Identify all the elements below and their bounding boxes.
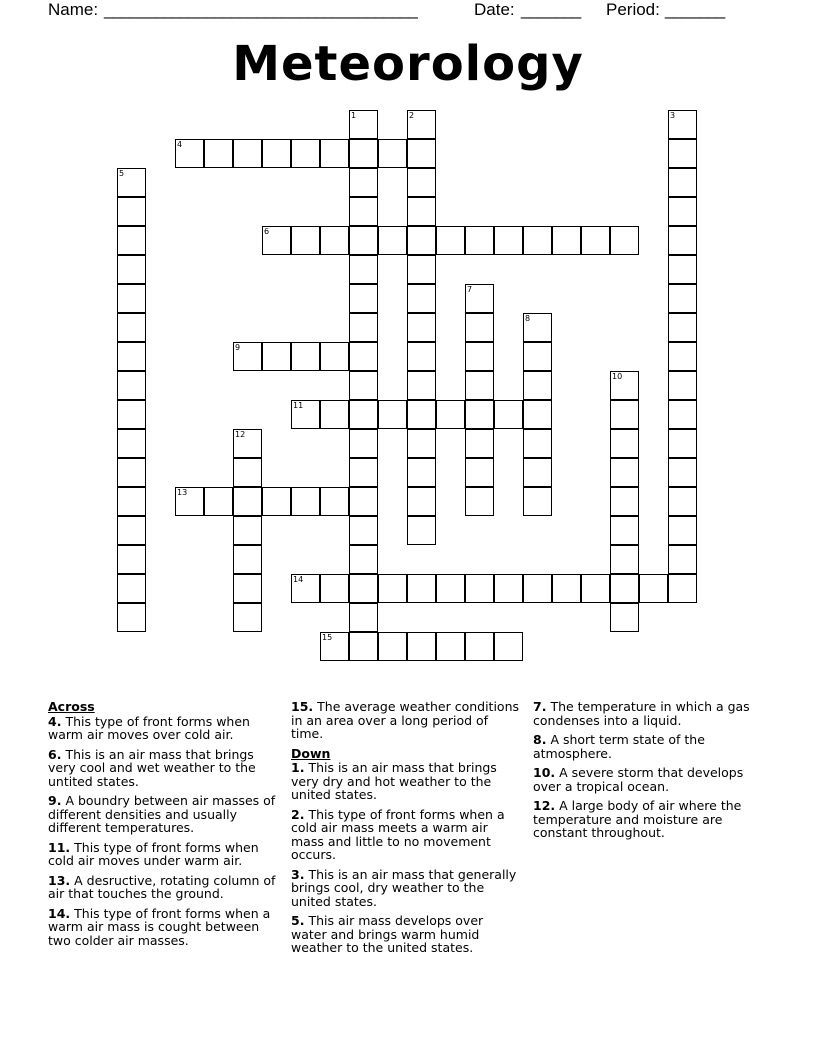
period-field[interactable]: _______	[665, 0, 725, 19]
grid-cell[interactable]	[349, 429, 378, 458]
grid-cell[interactable]	[668, 400, 697, 429]
page-title: Meteorology	[232, 36, 584, 92]
clue-down-3: 3. This is an air mass that generally brings cool, dry weather to the united states.	[291, 866, 517, 909]
grid-cell[interactable]	[291, 226, 320, 255]
grid-cell[interactable]	[291, 487, 320, 516]
grid-cell[interactable]	[320, 574, 349, 603]
grid-cell[interactable]	[407, 226, 436, 255]
grid-cell[interactable]	[668, 110, 697, 139]
grid-cell[interactable]	[117, 429, 146, 458]
grid-cell[interactable]	[668, 255, 697, 284]
grid-cell[interactable]	[407, 342, 436, 371]
period-label: Period:	[606, 0, 660, 19]
grid-cell[interactable]	[291, 574, 320, 603]
cell-number: 9	[235, 343, 241, 352]
grid-cell[interactable]	[668, 226, 697, 255]
grid-cell[interactable]	[465, 429, 494, 458]
grid-cell[interactable]	[668, 516, 697, 545]
grid-cell[interactable]	[407, 284, 436, 313]
grid-cell[interactable]	[581, 574, 610, 603]
grid-cell[interactable]	[668, 429, 697, 458]
grid-cell[interactable]	[117, 400, 146, 429]
grid-cell[interactable]	[117, 458, 146, 487]
grid-cell[interactable]	[523, 400, 552, 429]
clue-across-15: 15. The average weather conditions in an area over a long period of time.	[291, 699, 520, 741]
grid-cell[interactable]	[407, 110, 436, 139]
clue-across-14: 14. This type of front forms when a warm air mass is cought between two colder air masses.	[48, 905, 271, 948]
grid-cell[interactable]	[175, 139, 204, 168]
cell-number: 11	[293, 401, 304, 410]
grid-cell[interactable]	[204, 487, 233, 516]
grid-cell[interactable]	[610, 545, 639, 574]
date-label: Date:	[474, 0, 515, 19]
grid-cell[interactable]	[349, 545, 378, 574]
grid-cell[interactable]	[117, 371, 146, 400]
grid-cell[interactable]	[668, 371, 697, 400]
grid-cell[interactable]	[204, 139, 233, 168]
cell-number: 3	[670, 111, 676, 120]
grid-cell[interactable]	[233, 487, 262, 516]
grid-cell[interactable]	[668, 545, 697, 574]
cell-number: 4	[177, 140, 183, 149]
grid-cell[interactable]	[320, 400, 349, 429]
cell-number: 10	[612, 372, 623, 381]
grid-cell[interactable]	[378, 226, 407, 255]
grid-cell[interactable]	[349, 342, 378, 371]
clue-down-8: 8. A short term state of the atmosphere.	[533, 732, 705, 761]
grid-cell[interactable]	[668, 284, 697, 313]
grid-cell[interactable]	[349, 226, 378, 255]
grid-cell[interactable]	[291, 342, 320, 371]
grid-cell[interactable]	[668, 197, 697, 226]
clues-column-1	[48, 700, 278, 953]
grid-cell[interactable]	[610, 487, 639, 516]
grid-cell[interactable]	[610, 516, 639, 545]
grid-cell[interactable]	[233, 429, 262, 458]
cell-number: 7	[467, 285, 473, 294]
clue-across-6: 6. This is an air mass that brings very cool and wet weather to the untited states.	[48, 746, 256, 789]
grid-cell[interactable]	[436, 226, 465, 255]
grid-cell[interactable]	[407, 168, 436, 197]
grid-cell[interactable]	[117, 574, 146, 603]
grid-cell[interactable]	[291, 400, 320, 429]
clue-across-13: 13. A desructive, rotating column of air that touches the ground.	[48, 872, 276, 901]
grid-cell[interactable]	[349, 632, 378, 661]
grid-cell[interactable]	[320, 139, 349, 168]
grid-cell[interactable]	[552, 226, 581, 255]
grid-cell[interactable]	[320, 342, 349, 371]
cell-number: 1	[351, 111, 357, 120]
grid-cell[interactable]	[233, 139, 262, 168]
clues-column-3	[533, 700, 768, 846]
grid-cell[interactable]	[349, 313, 378, 342]
cell-number: 14	[293, 575, 304, 584]
clue-down-1: 1. This is an air mass that brings very dry and hot weather to the united states.	[291, 760, 497, 802]
grid-cell[interactable]	[378, 139, 407, 168]
grid-cell[interactable]	[349, 516, 378, 545]
date-field[interactable]: _______	[521, 0, 581, 19]
grid-cell[interactable]	[668, 342, 697, 371]
grid-cell[interactable]	[668, 139, 697, 168]
grid-cell[interactable]	[610, 400, 639, 429]
grid-cell[interactable]	[117, 284, 146, 313]
grid-cell[interactable]	[465, 632, 494, 661]
grid-cell[interactable]	[175, 487, 204, 516]
grid-cell[interactable]	[668, 458, 697, 487]
grid-cell[interactable]	[349, 168, 378, 197]
grid-cell[interactable]	[552, 574, 581, 603]
grid-cell[interactable]	[117, 197, 146, 226]
grid-cell[interactable]	[465, 313, 494, 342]
grid-cell[interactable]	[349, 110, 378, 139]
grid-cell[interactable]	[523, 371, 552, 400]
grid-cell[interactable]	[494, 400, 523, 429]
grid-cell[interactable]	[581, 226, 610, 255]
grid-cell[interactable]	[610, 429, 639, 458]
cell-number: 13	[177, 488, 188, 497]
clue-down-5: 5. This air mass develops over water and brings warm humid weather to the united states.	[291, 913, 484, 955]
grid-cell[interactable]	[668, 168, 697, 197]
grid-cell[interactable]	[465, 342, 494, 371]
clue-down-10: 10. A severe storm that develops over a tropical ocean.	[533, 765, 744, 794]
grid-cell[interactable]	[610, 603, 639, 632]
grid-cell[interactable]	[436, 632, 465, 661]
grid-cell[interactable]	[320, 487, 349, 516]
clue-across-11: 11. This type of front forms when cold air moves under warm air.	[48, 839, 259, 868]
grid-cell[interactable]	[610, 574, 639, 603]
grid-cell[interactable]	[262, 226, 291, 255]
grid-cell[interactable]	[117, 487, 146, 516]
clue-across-4: 4. This type of front forms when warm air moves over cold air.	[48, 713, 250, 742]
grid-cell[interactable]	[407, 429, 436, 458]
grid-cell[interactable]	[378, 574, 407, 603]
grid-cell[interactable]	[407, 139, 436, 168]
grid-cell[interactable]	[233, 574, 262, 603]
grid-cell[interactable]	[407, 458, 436, 487]
grid-cell[interactable]	[117, 603, 146, 632]
grid-cell[interactable]	[465, 574, 494, 603]
grid-cell[interactable]	[378, 632, 407, 661]
grid-cell[interactable]	[407, 313, 436, 342]
clue-down-12: 12. A large body of air where the temperature and moisture are constant throughout.	[533, 798, 742, 840]
grid-cell[interactable]	[378, 400, 407, 429]
grid-cell[interactable]	[523, 487, 552, 516]
grid-cell[interactable]	[349, 197, 378, 226]
grid-cell[interactable]	[349, 574, 378, 603]
down-heading: Down	[291, 745, 331, 761]
grid-cell[interactable]	[349, 487, 378, 516]
cell-number: 15	[322, 633, 333, 642]
grid-cell[interactable]	[610, 458, 639, 487]
grid-cell[interactable]	[523, 574, 552, 603]
grid-cell[interactable]	[465, 226, 494, 255]
grid-cell[interactable]	[494, 226, 523, 255]
grid-cell[interactable]	[436, 574, 465, 603]
grid-cell[interactable]	[233, 516, 262, 545]
grid-cell[interactable]	[668, 574, 697, 603]
grid-cell[interactable]	[291, 139, 320, 168]
grid-cell[interactable]	[407, 255, 436, 284]
cell-number: 12	[235, 430, 246, 439]
grid-cell[interactable]	[320, 632, 349, 661]
name-field[interactable]: _____________________________________	[104, 0, 417, 19]
name-label: Name:	[48, 0, 99, 19]
clue-across-9: 9. A boundry between air masses of different densities and usually different temperatures.	[48, 793, 276, 835]
grid-cell[interactable]	[668, 487, 697, 516]
grid-cell[interactable]	[349, 255, 378, 284]
grid-cell[interactable]	[407, 371, 436, 400]
across-heading: Across	[48, 699, 95, 714]
grid-cell[interactable]	[233, 603, 262, 632]
cell-number: 5	[119, 169, 125, 178]
clue-down-2: 2. This type of front forms when a cold air mass meets a warm air mass and little to no movement occurs.	[291, 806, 505, 862]
grid-cell[interactable]	[407, 487, 436, 516]
grid-cell[interactable]	[407, 197, 436, 226]
grid-cell[interactable]	[349, 139, 378, 168]
grid-cell[interactable]	[117, 516, 146, 545]
grid-cell[interactable]	[465, 458, 494, 487]
clue-down-7: 7. The temperature in which a gas condenses into a liquid.	[533, 699, 750, 728]
grid-cell[interactable]	[407, 632, 436, 661]
cell-number: 8	[525, 314, 531, 323]
grid-cell[interactable]	[523, 458, 552, 487]
grid-cell[interactable]	[233, 545, 262, 574]
grid-cell[interactable]	[407, 400, 436, 429]
grid-cell[interactable]	[465, 371, 494, 400]
grid-cell[interactable]	[523, 429, 552, 458]
grid-cell[interactable]	[117, 168, 146, 197]
clues-column-2	[291, 700, 521, 961]
grid-cell[interactable]	[320, 226, 349, 255]
grid-cell[interactable]	[639, 574, 668, 603]
grid-cell[interactable]	[233, 458, 262, 487]
grid-cell[interactable]	[436, 400, 465, 429]
grid-cell[interactable]	[349, 458, 378, 487]
grid-cell[interactable]	[465, 487, 494, 516]
grid-cell[interactable]	[494, 632, 523, 661]
grid-cell[interactable]	[523, 226, 552, 255]
grid-cell[interactable]	[407, 516, 436, 545]
grid-cell[interactable]	[262, 139, 291, 168]
grid-cell[interactable]	[117, 545, 146, 574]
grid-cell[interactable]	[262, 487, 291, 516]
grid-cell[interactable]	[233, 342, 262, 371]
grid-cell[interactable]	[117, 226, 146, 255]
grid-cell[interactable]	[465, 284, 494, 313]
grid-cell[interactable]	[349, 284, 378, 313]
grid-cell[interactable]	[668, 313, 697, 342]
cell-number: 2	[409, 111, 415, 120]
grid-cell[interactable]	[610, 371, 639, 400]
cell-number: 6	[264, 227, 270, 236]
grid-cell[interactable]	[117, 342, 146, 371]
grid-cell[interactable]	[262, 342, 291, 371]
grid-cell[interactable]	[523, 342, 552, 371]
grid-cell[interactable]	[349, 371, 378, 400]
grid-cell[interactable]	[117, 313, 146, 342]
grid-cell[interactable]	[117, 255, 146, 284]
grid-cell[interactable]	[465, 400, 494, 429]
grid-cell[interactable]	[523, 313, 552, 342]
grid-cell[interactable]	[494, 574, 523, 603]
grid-cell[interactable]	[349, 603, 378, 632]
grid-cell[interactable]	[610, 226, 639, 255]
grid-cell[interactable]	[407, 574, 436, 603]
grid-cell[interactable]	[349, 400, 378, 429]
